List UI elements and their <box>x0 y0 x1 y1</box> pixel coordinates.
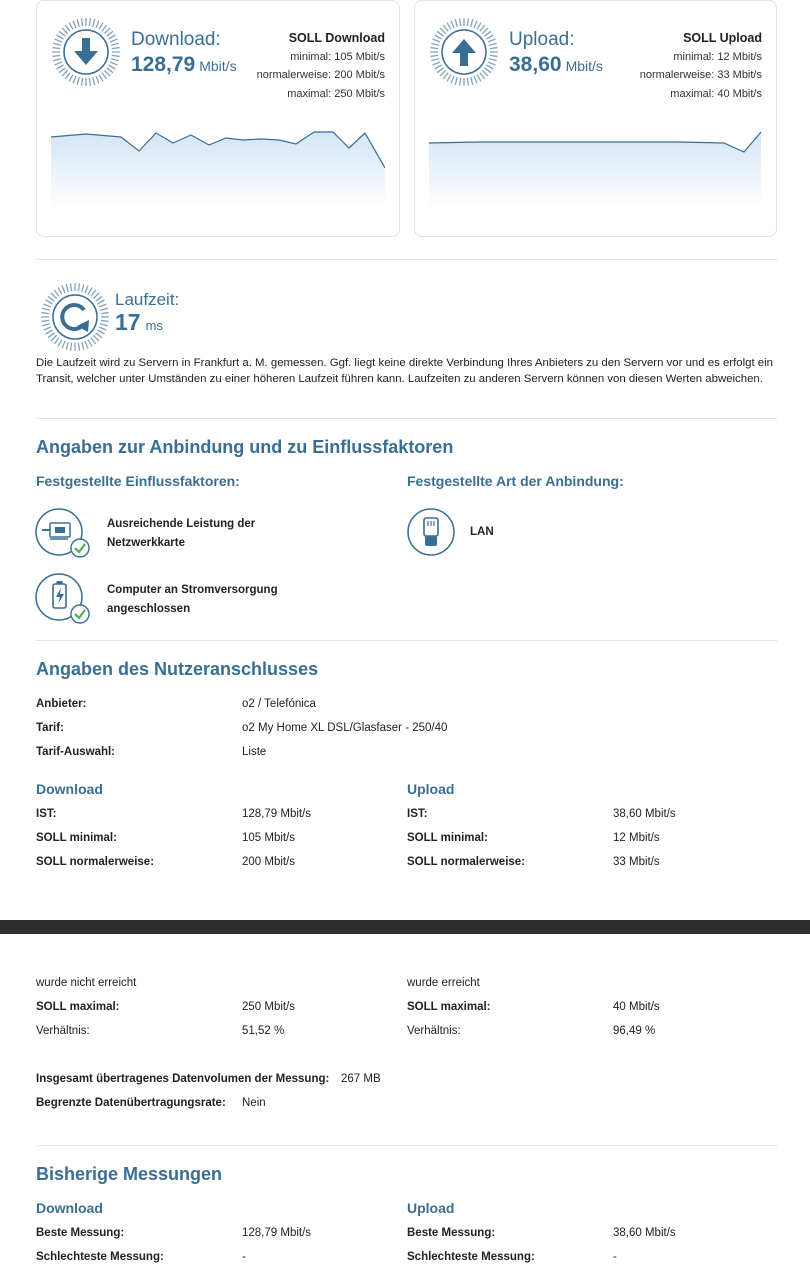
latency-value: 17 ms <box>115 309 163 335</box>
download-sparkline <box>51 123 385 209</box>
history-download-best-label: Beste Messung: <box>36 1227 125 1239</box>
divider <box>36 259 777 260</box>
upload-ist-label: IST: <box>407 808 428 820</box>
data-volume-label: Insgesamt übertragenes Datenvolumen der Messung: <box>36 1073 330 1085</box>
check-icon <box>71 605 89 623</box>
upload-max-label: SOLL maximal: <box>407 1001 491 1013</box>
factors-heading: Festgestellte Einflussfaktoren: <box>36 473 240 489</box>
history-upload-best-value: 38,60 Mbit/s <box>613 1227 676 1239</box>
download-ratio-value: 51,52 % <box>242 1025 285 1037</box>
upload-normal-label: SOLL normalerweise: <box>407 856 526 868</box>
tariff-value: o2 My Home XL DSL/Glasfaser - 250/40 <box>242 722 448 734</box>
factor-network-card: Ausreichende Leistung der Netzwerkkarte <box>107 518 256 549</box>
history-download-best-value: 128,79 Mbit/s <box>242 1227 312 1239</box>
history-upload-worst-label: Schlechteste Messung: <box>407 1251 535 1263</box>
download-max-label: SOLL maximal: <box>36 1001 120 1013</box>
upload-ratio-value: 96,49 % <box>613 1025 656 1037</box>
upload-min-value: 12 Mbit/s <box>613 832 660 844</box>
battery-power-icon <box>34 572 92 630</box>
divider <box>36 418 777 419</box>
download-soll: SOLL Download minimal: 105 Mbit/s normalerweise: 200 Mbit/s maximal: 250 Mbit/s <box>256 31 385 100</box>
upload-ist-value: 38,60 Mbit/s <box>613 808 676 820</box>
latency-label: Laufzeit: <box>115 290 180 309</box>
history-upload-heading: Upload <box>407 1200 455 1216</box>
upload-gauge-icon <box>429 17 499 87</box>
network-card-icon <box>34 505 92 563</box>
screenshot-separator <box>0 920 810 934</box>
download-normal-value: 200 Mbit/s <box>242 856 296 868</box>
provider-value: o2 / Telefónica <box>242 698 316 710</box>
upload-label: Upload: <box>509 29 575 50</box>
upload-value: 38,60 Mbit/s <box>509 53 603 76</box>
lan-cable-icon <box>405 505 463 563</box>
tariff-selection-label: Tarif-Auswahl: <box>36 746 116 758</box>
data-volume-value: 267 MB <box>341 1073 381 1085</box>
connection-type-value: LAN <box>470 526 494 538</box>
download-ist-label: IST: <box>36 808 57 820</box>
download-max-value: 250 Mbit/s <box>242 1001 296 1013</box>
download-status: wurde nicht erreicht <box>36 977 137 989</box>
download-card <box>36 0 400 237</box>
user-download-heading: Download <box>36 781 103 797</box>
tariff-label: Tarif: <box>36 722 64 734</box>
download-gauge-icon <box>51 17 121 87</box>
download-value: 128,79 Mbit/s <box>131 53 237 76</box>
upload-normal-value: 33 Mbit/s <box>613 856 660 868</box>
download-label: Download: <box>131 29 221 50</box>
connection-type-heading: Festgestellte Art der Anbindung: <box>407 473 624 489</box>
history-download-heading: Download <box>36 1200 103 1216</box>
upload-card <box>414 0 777 237</box>
user-connection-heading: Angaben des Nutzeranschlusses <box>36 659 319 679</box>
latency-gauge-icon <box>40 282 110 352</box>
download-normal-label: SOLL normalerweise: <box>36 856 155 868</box>
download-min-value: 105 Mbit/s <box>242 832 296 844</box>
download-ist-value: 128,79 Mbit/s <box>242 808 312 820</box>
provider-label: Anbieter: <box>36 698 87 710</box>
divider <box>36 1145 777 1146</box>
upload-status: wurde erreicht <box>407 977 480 989</box>
history-download-worst-label: Schlechteste Messung: <box>36 1251 164 1263</box>
upload-ratio-label: Verhältnis: <box>407 1025 461 1037</box>
rate-limit-label: Begrenzte Datenübertragungsrate: <box>36 1097 226 1109</box>
factor-power-supply: Computer an Stromversorgung angeschlossen <box>107 584 278 615</box>
check-icon <box>71 539 89 557</box>
user-upload-heading: Upload <box>407 781 455 797</box>
history-download-worst-value: - <box>242 1251 246 1263</box>
history-upload-worst-value: - <box>613 1251 617 1263</box>
upload-sparkline <box>429 123 763 209</box>
history-upload-best-label: Beste Messung: <box>407 1227 496 1239</box>
history-heading: Bisherige Messungen <box>36 1164 223 1184</box>
tariff-selection-value: Liste <box>242 746 267 758</box>
download-min-label: SOLL minimal: <box>36 832 117 844</box>
upload-soll: SOLL Upload minimal: 12 Mbit/s normalerweise: 33 Mbit/s maximal: 40 Mbit/s <box>639 31 762 100</box>
connection-heading: Angaben zur Anbindung und zu Einflussfaktoren <box>36 437 454 457</box>
upload-min-label: SOLL minimal: <box>407 832 488 844</box>
upload-max-value: 40 Mbit/s <box>613 1001 660 1013</box>
download-ratio-label: Verhältnis: <box>36 1025 90 1037</box>
rate-limit-value: Nein <box>242 1097 266 1109</box>
divider <box>36 640 777 641</box>
latency-description: Die Laufzeit wird zu Servern in Frankfurt a. M. gemessen. Ggf. liegt keine direkte Verbindung Ihres Anbieters zu den Servern vor und es erfolgt ein Transit, welcher unter Umständen zu einer höheren Laufzeit führen kann. Laufzeiten zu anderen Servern können von diesen Werten abweichen. <box>36 357 773 386</box>
